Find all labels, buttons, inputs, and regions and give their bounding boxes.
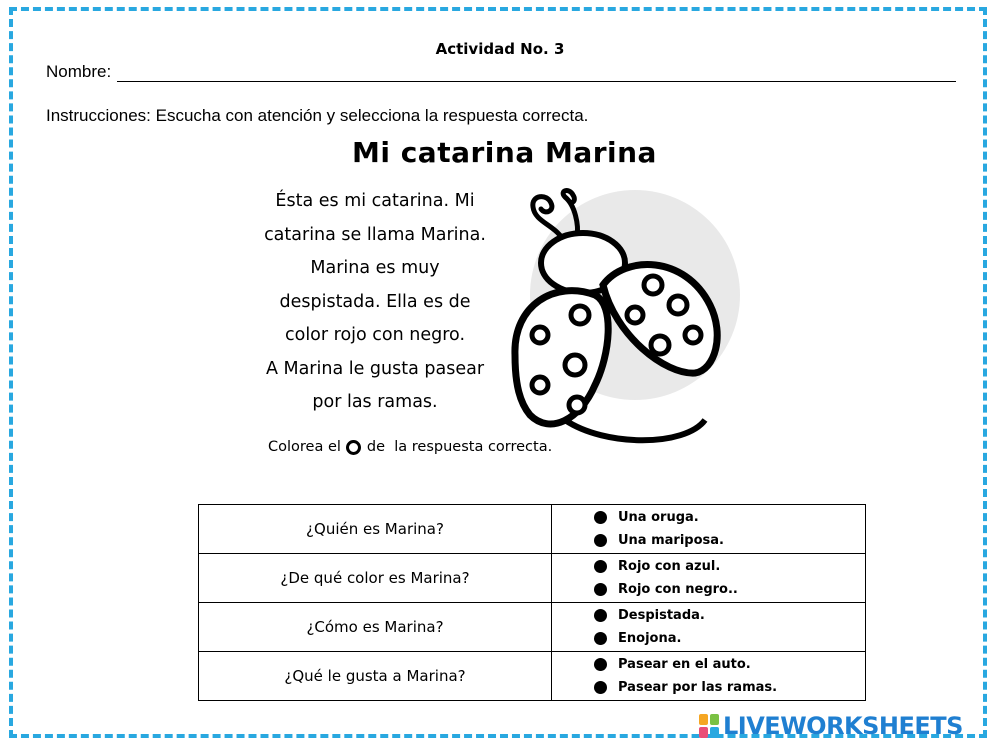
answer-option[interactable]	[594, 653, 865, 676]
answer-option[interactable]	[594, 555, 865, 578]
story-line: catarina se llama Marina.	[264, 224, 486, 245]
answer-label: Una mariposa.	[618, 533, 724, 548]
story-line: Ésta es mi catarina. Mi	[275, 191, 475, 211]
story-line: despistada. Ella es de	[279, 291, 471, 312]
question-cell: ¿De qué color es Marina?	[199, 554, 552, 603]
ladybug-icon	[495, 185, 745, 450]
table-row	[199, 554, 866, 603]
radio-dot-icon[interactable]	[594, 560, 607, 573]
story-line: por las ramas.	[312, 392, 438, 412]
table-row	[199, 505, 866, 554]
questions-table	[198, 504, 866, 701]
answer-option[interactable]	[594, 676, 865, 699]
name-row	[46, 62, 956, 82]
colorea-text-before: Colorea el	[268, 439, 341, 455]
question-cell: ¿Qué le gusta a Marina?	[199, 652, 552, 701]
answer-label: Una oruga.	[618, 510, 699, 525]
question-cell: ¿Quién es Marina?	[199, 505, 552, 554]
story-line: color rojo con negro.	[284, 325, 466, 345]
colorea-instruction	[268, 439, 552, 455]
answer-label: Despistada.	[618, 608, 705, 623]
answer-option[interactable]	[594, 604, 865, 627]
answer-option[interactable]	[594, 627, 865, 650]
radio-dot-icon[interactable]	[594, 632, 607, 645]
radio-dot-icon[interactable]	[594, 511, 607, 524]
radio-dot-icon[interactable]	[594, 534, 607, 547]
answer-label: Enojona.	[618, 631, 682, 646]
liveworksheets-brand[interactable]	[698, 712, 963, 740]
answers-cell	[552, 554, 866, 603]
story-text	[250, 185, 500, 420]
story-line: Marina es muy	[310, 258, 440, 278]
instructions-text: Instrucciones: Escucha con atención y selecciona la respuesta correcta.	[46, 106, 589, 125]
answer-label: Pasear por las ramas.	[618, 680, 778, 695]
radio-dot-icon[interactable]	[594, 681, 607, 694]
table-row	[199, 603, 866, 652]
answer-label: Pasear en el auto.	[618, 657, 751, 672]
answer-option[interactable]	[594, 529, 865, 552]
activity-title: Actividad No. 3	[435, 40, 565, 58]
answer-option[interactable]	[594, 506, 865, 529]
answers-cell	[552, 603, 866, 652]
radio-dot-icon[interactable]	[594, 609, 607, 622]
answer-option[interactable]	[594, 578, 865, 601]
question-cell: ¿Cómo es Marina?	[199, 603, 552, 652]
answers-cell	[552, 505, 866, 554]
radio-dot-icon[interactable]	[594, 583, 607, 596]
liveworksheets-logo-icon	[698, 713, 720, 739]
brand-name: LIVEWORKSHEETS	[723, 712, 963, 740]
answer-label: Rojo con negro..	[618, 582, 738, 597]
answer-label: Rojo con azul.	[618, 559, 721, 574]
story-title: Mi catarina Marina	[352, 136, 657, 169]
name-field-line[interactable]	[117, 65, 956, 82]
story-line: A Marina le gusta pasear	[265, 358, 485, 379]
table-row	[199, 652, 866, 701]
answers-cell	[552, 652, 866, 701]
radio-dot-icon[interactable]	[594, 658, 607, 671]
circle-icon	[346, 440, 361, 455]
colorea-text-after: de la respuesta correcta.	[366, 439, 553, 455]
name-label: Nombre:	[46, 62, 112, 81]
